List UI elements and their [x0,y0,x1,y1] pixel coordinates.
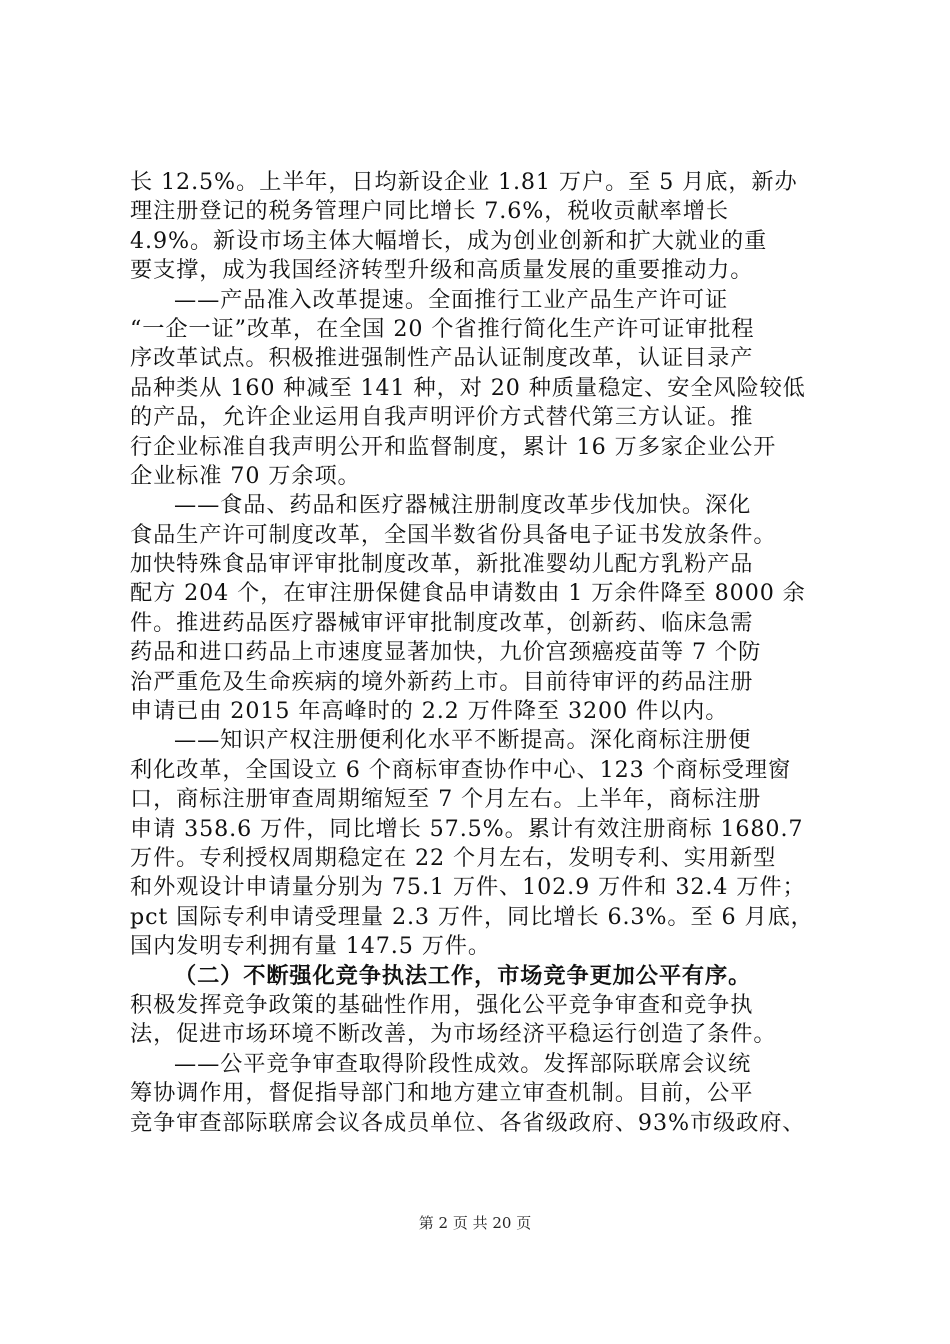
page-number-footer: 第 2 页 共 20 页 [418,1214,532,1232]
paragraph-line: 治严重危及生命疾病的境外新药上市。目前待审评的药品注册 [130,668,754,695]
paragraph-line: 国内发明专利拥有量 147.5 万件。 [130,933,491,960]
paragraph-line: 药品和进口药品上市速度显著加快，九价宫颈癌疫苗等 7 个防 [130,639,762,666]
paragraph-line: 配方 204 个，在审注册保健食品申请数由 1 万余件降至 8000 余 [130,580,806,607]
paragraph-line: pct 国际专利申请受理量 2.3 万件，同比增长 6.3%。至 6 月底， [130,903,814,930]
paragraph-line: ——产品准入改革提速。全面推行工业产品生产许可证 [174,286,729,313]
paragraph-line: “一企一证”改革，在全国 20 个省推行简化生产许可证审批程 [130,315,755,342]
paragraph-line: 序改革试点。积极推进强制性产品认证制度改革，认证目录产 [130,345,754,372]
paragraph-line: 件。推进药品医疗器械审评审批制度改革，创新药、临床急需 [130,609,754,636]
paragraph-line: 4.9%。新设市场主体大幅增长，成为创业创新和扩大就业的重 [130,227,768,254]
paragraph-line: 要支撑，成为我国经济转型升级和高质量发展的重要推动力。 [130,257,754,284]
paragraph-line: 理注册登记的税务管理户同比增长 7.6%，税收贡献率增长 [130,198,729,225]
paragraph-line: 法，促进市场环境不断改善，为市场经济平稳运行创造了条件。 [130,1021,777,1048]
paragraph-line: 食品生产许可制度改革，全国半数省份具备电子证书发放条件。 [130,521,777,548]
paragraph-line: 品种类从 160 种减至 141 种，对 20 种质量稳定、安全风险较低 [130,374,806,401]
paragraph-line: 利化改革，全国设立 6 个商标审查协作中心、123 个商标受理窗 [130,756,792,783]
section-heading-line: （二）不断强化竞争执法工作，市场竞争更加公平有序。 [174,962,752,989]
paragraph-line: ——食品、药品和医疗器械注册制度改革步伐加快。深化 [174,492,752,519]
paragraph-line: 企业标准 70 万余项。 [130,462,361,489]
paragraph-line: 和外观设计申请量分别为 75.1 万件、102.9 万件和 32.4 万件； [130,874,806,901]
paragraph-line: 筹协调作用，督促指导部门和地方建立审查机制。目前，公平 [130,1080,754,1107]
paragraph-line: ——知识产权注册便利化水平不断提高。深化商标注册便 [174,727,752,754]
paragraph-line: 行企业标准自我声明公开和监督制度，累计 16 万多家企业公开 [130,433,777,460]
document-body [130,168,830,1138]
paragraph-line: 万件。专利授权周期稳定在 22 个月左右，发明专利、实用新型 [130,844,777,871]
paragraph-line: 的产品，允许企业运用自我声明评价方式替代第三方认证。推 [130,404,754,431]
paragraph-line: 申请 358.6 万件，同比增长 57.5%。累计有效注册商标 1680.7 [130,815,804,842]
paragraph-line: 口，商标注册审查周期缩短至 7 个月左右。上半年，商标注册 [130,786,762,813]
paragraph-line: 申请已由 2015 年高峰时的 2.2 万件降至 3200 件以内。 [130,698,729,725]
paragraph-line: ——公平竞争审查取得阶段性成效。发挥部际联席会议统 [174,1050,752,1077]
paragraph-line: 竞争审查部际联席会议各成员单位、各省级政府、93%市级政府、 [130,1109,806,1136]
paragraph-line: 加快特殊食品审评审批制度改革，新批准婴幼儿配方乳粉产品 [130,551,754,578]
paragraph-line: 长 12.5%。上半年，日均新设企业 1.81 万户。至 5 月底，新办 [130,169,798,195]
paragraph-line: 积极发挥竞争政策的基础性作用，强化公平竞争审查和竞争执 [130,991,754,1018]
